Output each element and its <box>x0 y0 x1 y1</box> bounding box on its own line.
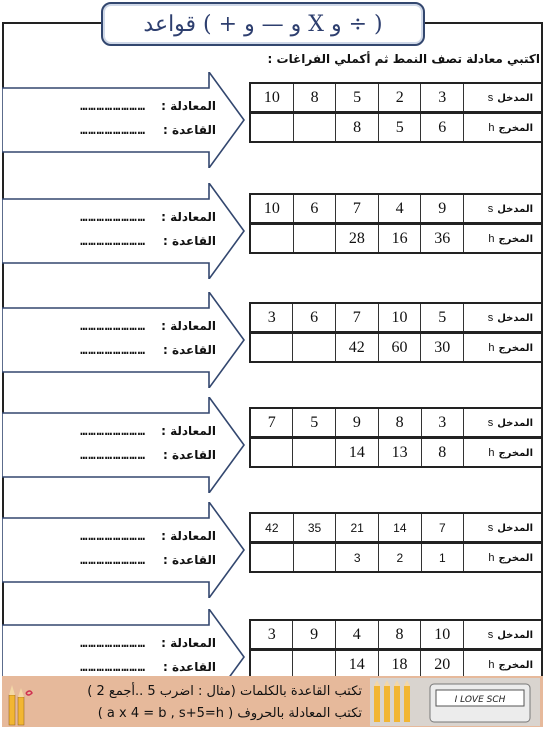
output-header <box>464 543 542 573</box>
input-cell: 8 <box>293 83 336 113</box>
pattern-table <box>249 512 543 573</box>
output-row <box>250 650 542 680</box>
input-header <box>464 303 542 333</box>
equation-blank[interactable]: …………………… <box>80 319 146 333</box>
answer-lines <box>24 94 216 142</box>
output-cell: 42 <box>335 333 378 363</box>
output-header-label: المخرج <box>498 122 533 134</box>
input-cell: 5 <box>336 83 379 113</box>
input-cell: 21 <box>336 513 379 543</box>
output-cell: 18 <box>378 650 421 680</box>
input-row <box>250 513 542 543</box>
output-cell: 13 <box>378 438 421 468</box>
equation-blank[interactable]: …………………… <box>80 424 146 438</box>
output-cell[interactable] <box>293 438 335 468</box>
input-cell: 3 <box>421 408 463 438</box>
pattern-table <box>249 193 543 254</box>
equation-blank[interactable]: …………………… <box>80 529 146 543</box>
footer-note <box>40 681 362 725</box>
input-cell: 3 <box>250 620 293 650</box>
answer-lines <box>24 524 216 572</box>
input-cell: 7 <box>250 408 293 438</box>
output-cell: 5 <box>378 113 421 143</box>
equation-label: المعادلة : <box>161 424 216 438</box>
output-cell: 3 <box>336 543 379 573</box>
pattern-table <box>249 302 543 363</box>
rule-line[interactable] <box>24 443 216 467</box>
input-cell: 3 <box>421 83 464 113</box>
footer-line-2: تكتب المعادلة بالحروف ( a x 4 = b , s+5=h ) <box>97 706 362 721</box>
rule-blank[interactable]: …………………… <box>80 123 146 137</box>
equation-label: المعادلة : <box>161 529 216 543</box>
output-cell[interactable] <box>250 224 293 254</box>
input-cell: 10 <box>421 620 464 650</box>
page-title: قواعد ( + و — و X و ÷ ) <box>101 2 425 46</box>
input-row <box>250 620 542 650</box>
pattern-section <box>2 292 543 388</box>
output-cell: 20 <box>421 650 464 680</box>
output-variable: h <box>488 551 495 564</box>
input-cell: 4 <box>335 620 378 650</box>
rule-label: القاعدة : <box>163 234 216 248</box>
pattern-table <box>249 619 543 680</box>
input-row <box>250 83 542 113</box>
output-cell: 14 <box>335 438 378 468</box>
rule-line[interactable] <box>24 338 216 362</box>
output-cell: 1 <box>421 543 463 573</box>
input-header-label: المدخل <box>497 92 533 104</box>
input-header <box>463 83 542 113</box>
pattern-section <box>2 397 543 493</box>
output-header <box>464 224 542 254</box>
input-cell: 14 <box>379 513 422 543</box>
input-cell: 8 <box>378 408 421 438</box>
answer-lines <box>24 631 216 679</box>
input-cell: 5 <box>421 303 464 333</box>
input-cell: 9 <box>421 194 464 224</box>
output-cell: 16 <box>378 224 421 254</box>
output-cell[interactable] <box>293 333 335 363</box>
equation-line[interactable] <box>24 205 216 229</box>
input-header <box>464 620 542 650</box>
input-row <box>250 194 542 224</box>
rule-line[interactable] <box>24 118 216 142</box>
output-cell[interactable] <box>250 113 293 143</box>
instruction-text: اكتبي معادلة تصف النمط ثم أكملي الفراغات : <box>267 52 540 66</box>
output-header <box>464 333 542 363</box>
output-cell[interactable] <box>293 543 336 573</box>
equation-label: المعادلة : <box>161 636 216 650</box>
rule-label: القاعدة : <box>163 448 216 462</box>
input-row <box>250 408 542 438</box>
input-row <box>250 303 542 333</box>
output-cell[interactable] <box>293 113 336 143</box>
rule-blank[interactable]: …………………… <box>80 660 146 674</box>
equation-label: المعادلة : <box>161 99 216 113</box>
input-cell: 6 <box>293 194 335 224</box>
input-cell: 8 <box>378 620 421 650</box>
pattern-table <box>249 407 543 468</box>
answer-lines <box>24 314 216 362</box>
input-variable: s <box>487 416 494 429</box>
equation-line[interactable] <box>24 314 216 338</box>
output-variable: h <box>488 232 495 245</box>
input-header <box>464 194 542 224</box>
input-cell: 4 <box>378 194 421 224</box>
input-variable: s <box>487 202 494 215</box>
equation-blank[interactable]: …………………… <box>80 210 146 224</box>
rule-blank[interactable]: …………………… <box>80 553 146 567</box>
output-cell: 36 <box>421 224 464 254</box>
input-variable: s <box>487 91 494 104</box>
output-cell[interactable] <box>250 650 293 680</box>
input-cell: 2 <box>378 83 421 113</box>
rule-label: القاعدة : <box>163 660 216 674</box>
rule-label: القاعدة : <box>163 123 216 137</box>
input-cell: 10 <box>250 194 293 224</box>
equation-line[interactable] <box>24 524 216 548</box>
output-header-label: المخرج <box>498 447 533 459</box>
output-cell[interactable] <box>293 650 335 680</box>
input-cell: 9 <box>293 620 335 650</box>
output-header <box>464 650 542 680</box>
calculator-icon <box>370 678 540 726</box>
rule-line[interactable] <box>24 229 216 253</box>
output-cell[interactable] <box>250 543 293 573</box>
pattern-section <box>2 72 543 168</box>
pattern-table <box>249 82 543 143</box>
rule-line[interactable] <box>24 548 216 572</box>
calculator-display-text: I LOVE SCH <box>454 695 506 705</box>
input-cell: 9 <box>335 408 378 438</box>
output-header <box>463 113 542 143</box>
output-cell: 6 <box>421 113 464 143</box>
input-header-label: المدخل <box>497 203 533 215</box>
output-variable: h <box>488 121 495 134</box>
input-header-label: المدخل <box>497 417 533 429</box>
equation-blank[interactable]: …………………… <box>80 99 146 113</box>
pencil-icon <box>6 683 34 727</box>
equation-line[interactable] <box>24 94 216 118</box>
output-row <box>250 438 542 468</box>
output-row <box>250 113 542 143</box>
input-cell: 7 <box>335 303 378 333</box>
input-cell: 7 <box>421 513 463 543</box>
input-variable: s <box>487 311 494 324</box>
input-header <box>464 513 542 543</box>
output-variable: h <box>488 341 495 354</box>
input-cell: 5 <box>293 408 335 438</box>
output-cell: 60 <box>378 333 421 363</box>
output-cell: 28 <box>336 224 379 254</box>
rule-blank[interactable]: …………………… <box>80 343 146 357</box>
input-header-label: المدخل <box>497 629 533 641</box>
output-cell[interactable] <box>250 438 293 468</box>
input-cell: 10 <box>250 83 293 113</box>
output-variable: h <box>488 446 495 459</box>
pattern-section <box>2 183 543 279</box>
output-row <box>250 224 542 254</box>
input-cell: 6 <box>293 303 335 333</box>
input-cell: 7 <box>336 194 379 224</box>
output-row <box>250 333 542 363</box>
output-row <box>250 543 542 573</box>
equation-label: المعادلة : <box>161 319 216 333</box>
output-variable: h <box>488 658 495 671</box>
output-header-label: المخرج <box>498 342 533 354</box>
rule-blank[interactable]: …………………… <box>80 234 146 248</box>
output-header <box>464 438 542 468</box>
pattern-section <box>2 502 543 598</box>
output-cell: 8 <box>336 113 379 143</box>
footer-line-1: تكتب القاعدة بالكلمات (مثال : اضرب 5 ..أجمع 2 ) <box>87 684 362 699</box>
input-variable: s <box>487 521 494 534</box>
equation-blank[interactable]: …………………… <box>80 636 146 650</box>
output-cell: 2 <box>379 543 422 573</box>
output-cell: 14 <box>335 650 378 680</box>
rule-label: القاعدة : <box>163 553 216 567</box>
output-cell: 30 <box>421 333 464 363</box>
equation-line[interactable] <box>24 419 216 443</box>
answer-lines <box>24 205 216 253</box>
input-variable: s <box>487 628 494 641</box>
input-cell: 3 <box>250 303 293 333</box>
output-cell[interactable] <box>250 333 293 363</box>
output-cell[interactable] <box>293 224 335 254</box>
rule-label: القاعدة : <box>163 343 216 357</box>
input-cell: 35 <box>293 513 336 543</box>
input-cell: 10 <box>378 303 421 333</box>
equation-label: المعادلة : <box>161 210 216 224</box>
input-header <box>464 408 542 438</box>
output-header-label: المخرج <box>498 659 533 671</box>
output-header-label: المخرج <box>498 552 533 564</box>
input-header-label: المدخل <box>497 312 533 324</box>
output-header-label: المخرج <box>498 233 533 245</box>
input-header-label: المدخل <box>497 522 533 534</box>
output-cell: 8 <box>421 438 463 468</box>
answer-lines <box>24 419 216 467</box>
input-cell: 42 <box>250 513 293 543</box>
equation-line[interactable] <box>24 631 216 655</box>
rule-blank[interactable]: …………………… <box>80 448 146 462</box>
